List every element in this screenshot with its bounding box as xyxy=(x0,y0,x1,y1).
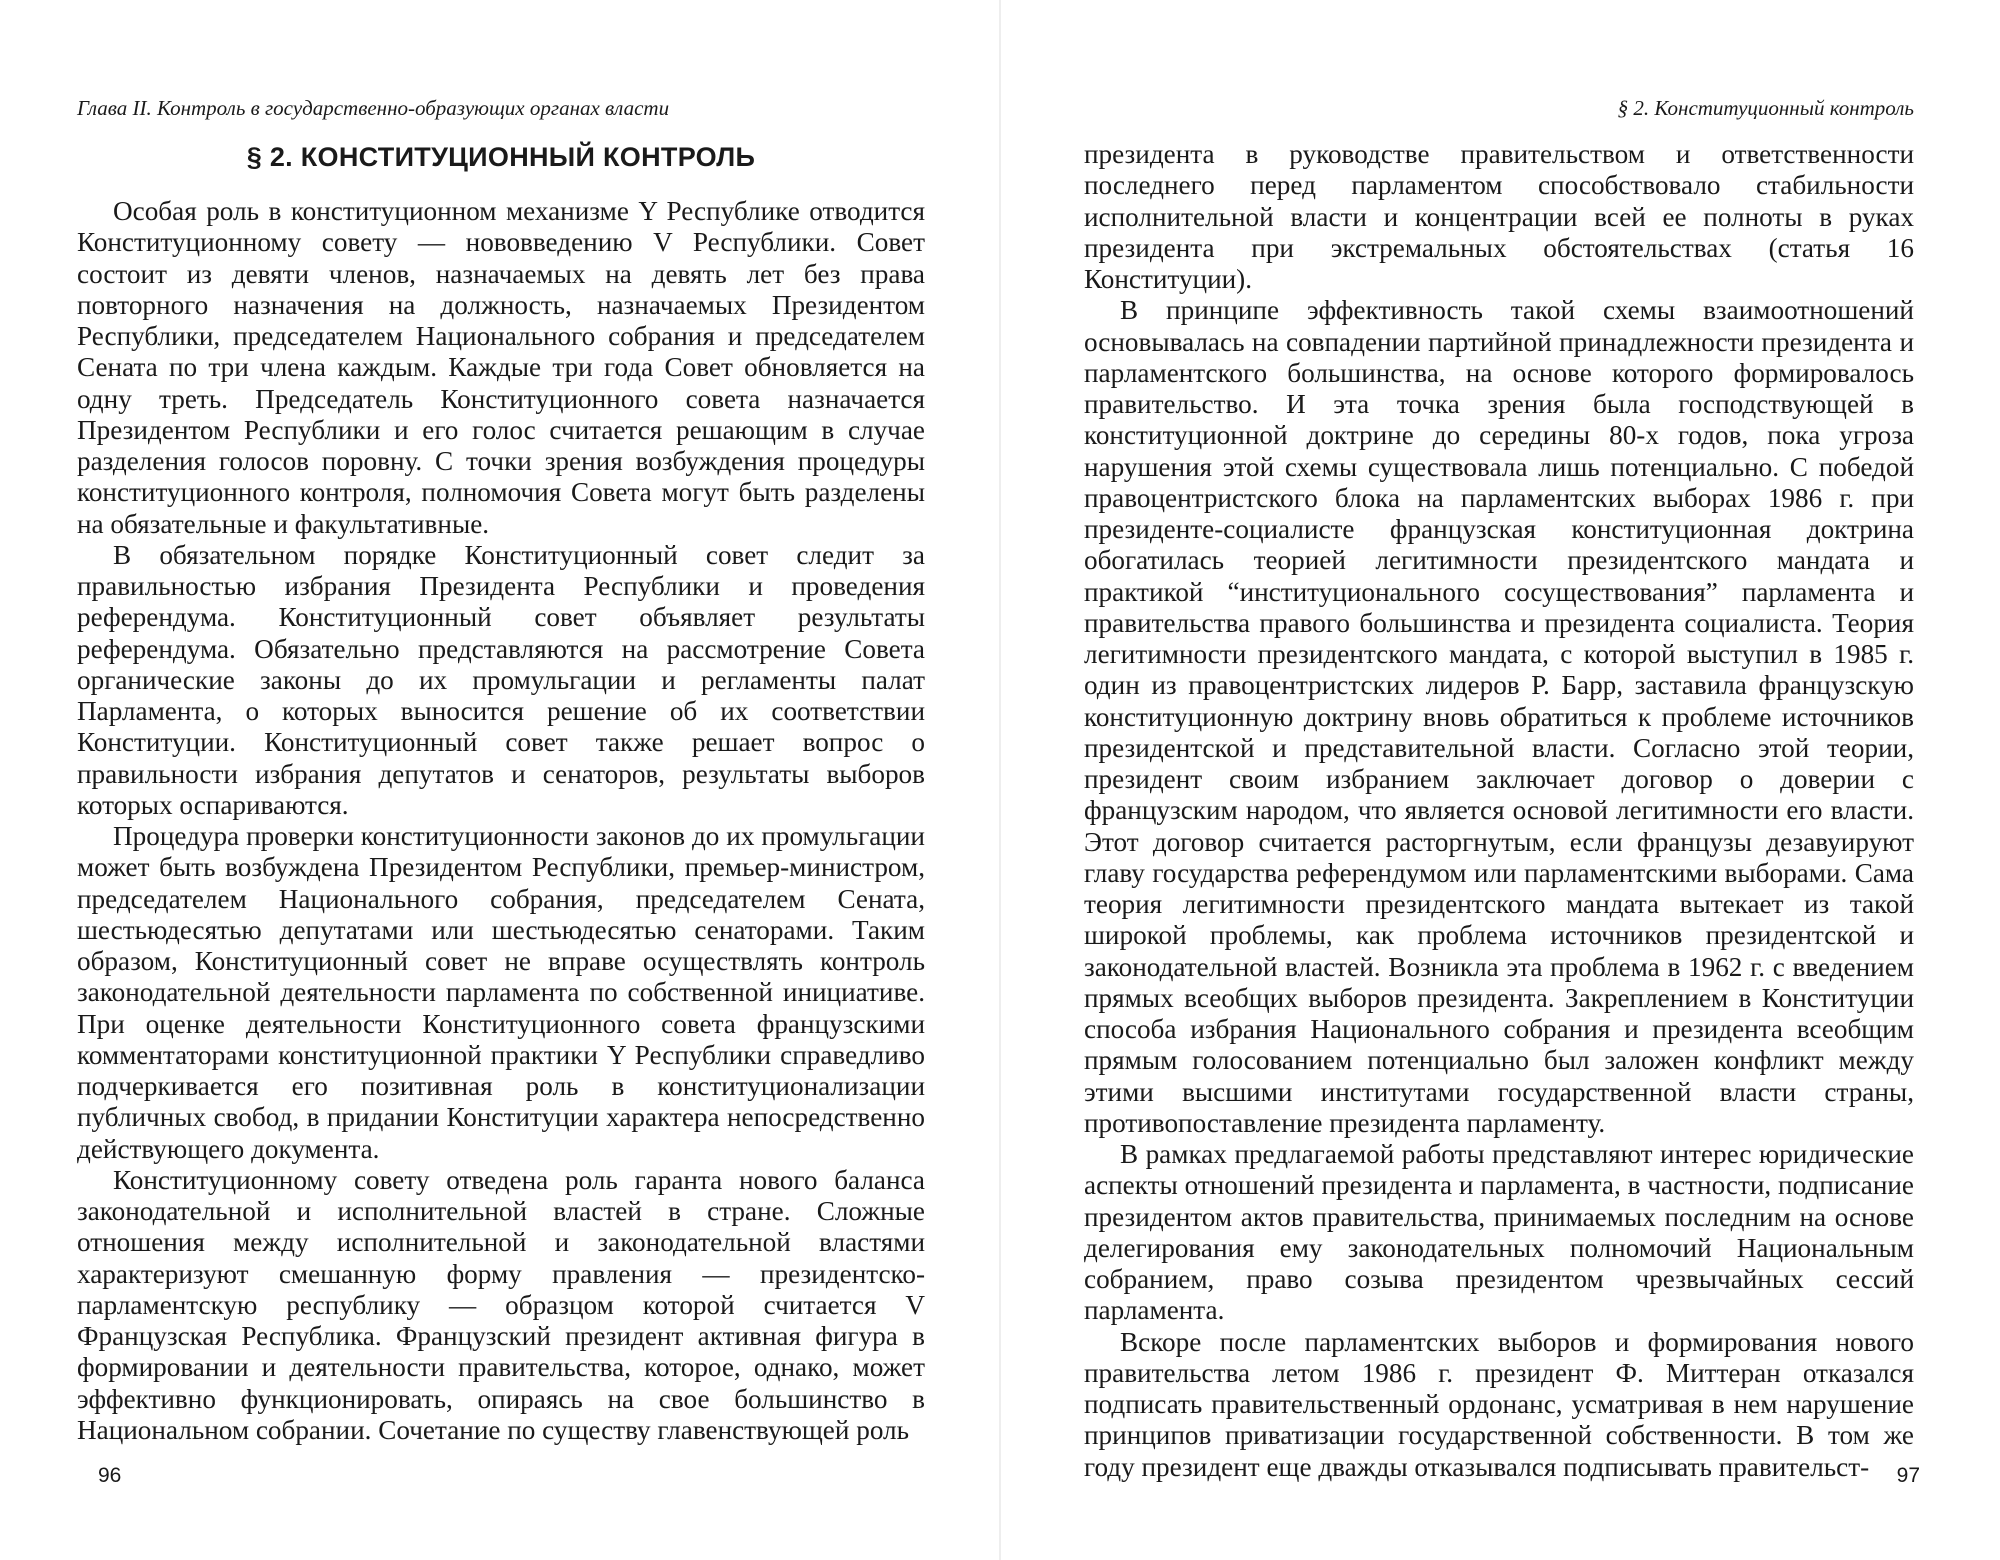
right-page-number: 97 xyxy=(1896,1464,1920,1487)
right-paragraph: В рамках предлагаемой работы представляют интерес юридические аспекты отношений президента и парламента, в частности, подписание президентом актов правительства, принимаемых последним на основе делегирования ему законодательных полномочий Национальным собранием, право созыва президентом чрезвычайных сессий парламента. xyxy=(1084,1139,1914,1326)
right-paragraph: Вскоре после парламентских выборов и формирования нового правительства летом 1986 г. президент Ф. Миттеран отказался подписать правительственный ордонанс, усматривая в нем нарушение принципов приватизации государственной собственности. В том же году президент еще дважды отказывался подписывать правительст- xyxy=(1084,1326,1914,1482)
left-paragraph: Особая роль в конституционном механизме Y Республике отводится Конституционному совету — нововведению V Республики. Совет состоит из девяти членов, назначаемых на девять лет без права повторного назначения на должность, назначаемых Президентом Республики, председателем Национального собрания и председателем Сената по три члена каждым. Каждые три года Совет обновляется на одну треть. Председатель Конституционного совета назначается Президентом Республики и его голос считается решающим в случае разделения голосов поровну. С точки зрения возбуждения процедуры конституционного контроля, полномочия Совета могут быть разделены на обязательные и факультативные. xyxy=(77,196,925,539)
left-running-head: Глава II. Контроль в государственно-образующих органах власти xyxy=(77,96,670,120)
left-paragraph: В обязательном порядке Конституционный совет следит за правильностью избрания Президента Республики и проведения референдума. Конституционный совет объявляет результаты референдума. Обязательно представляются на рассмотрение Совета органические законы до их промульгации и регламенты палат Парламента, о которых выносится решение об их соответствии Конституции. Конституционный совет также решает вопрос о правильности избрания депутатов и сенаторов, результаты выборов которых оспариваются. xyxy=(77,539,925,820)
right-body-text xyxy=(1084,139,1914,1483)
right-page xyxy=(1000,0,2000,1560)
right-running-head: § 2. Конституционный контроль xyxy=(1617,96,1914,120)
right-paragraph: В принципе эффективность такой схемы взаимоотношений основывалась на совпадении партийной принадлежности президента и парламентского большинства, на основе которого формировалось правительство. И эта точка зрения была господствующей в конституционной доктрине до середины 80-х годов, пока угроза нарушения этой схемы существовала лишь потенциально. С победой правоцентристского блока на парламентских выборах 1986 г. при президенте-социалисте французская конституционная доктрина обогатилась теорией легитимности президентского мандата и практикой “институционального сосуществования” парламента и правительства правого большинства и президента социалиста. Теория легитимности президентского мандата, с которой выступил в 1985 г. один из правоцентристских лидеров Р. Барр, заставила французскую конституционную доктрину вновь обратиться к проблеме источников президентской и представительной власти. Согласно этой теории, президент своим избранием заключает договор о доверии с французским народом, что является основой легитимности его власти. Этот договор считается расторгнутым, если французы дезавуируют главу государства референдумом или парламентскими выборами. Сама теория легитимности президентского мандата вытекает из такой широкой проблемы, как проблема источников президентской и законодательной властей. Возникла эта проблема в 1962 г. с введением прямых всеобщих выборов президента. Закреплением в Конституции способа избрания Национального собрания и президента всеобщим прямым голосованием потенциально был заложен конфликт между этими высшими институтами государственной власти страны, противопоставление президента парламенту. xyxy=(1084,295,1914,1138)
right-paragraph-continued: президента в руководстве правительством и ответственности последнего перед парламентом способствовало стабильности исполнительной власти и концентрации всей ее полноты в руках президента при экстремальных обстоятельствах (статья 16 Конституции). xyxy=(1084,139,1914,294)
left-body-text xyxy=(77,196,925,1446)
left-paragraph: Процедура проверки конституционности законов до их промульгации может быть возбуждена Президентом Республики, премьер-министром, председателем Национального собрания, председателем Сената, шестьюдесятью депутатами или шестьюдесятью сенаторами. Таким образом, Конституционный совет не вправе осуществлять контроль законодательной деятельности парламента по собственной инициативе. При оценке деятельности Конституционного совета французскими комментаторами конституционной практики Y Республики справедливо подчеркивается его позитивная роль в конституционализации публичных свобод, в придании Конституции характера непосредственно действующего документа. xyxy=(77,821,925,1164)
left-paragraph: Конституционному совету отведена роль гаранта нового баланса законодательной и исполнительной властей в стране. Сложные отношения между исполнительной и законодательной властями характеризуют смешанную форму правления — президентско-парламентскую республику — образцом которой считается V Французская Республика. Французский президент активная фигура в формировании и деятельности правительства, которое, однако, может эффективно функционировать, опираясь на свое большинство в Национальном собрании. Сочетание по существу главенствующей роль xyxy=(77,1164,925,1445)
section-title: § 2. КОНСТИТУЦИОННЫЙ КОНТРОЛЬ xyxy=(246,142,756,172)
left-page-number: 96 xyxy=(98,1464,122,1487)
